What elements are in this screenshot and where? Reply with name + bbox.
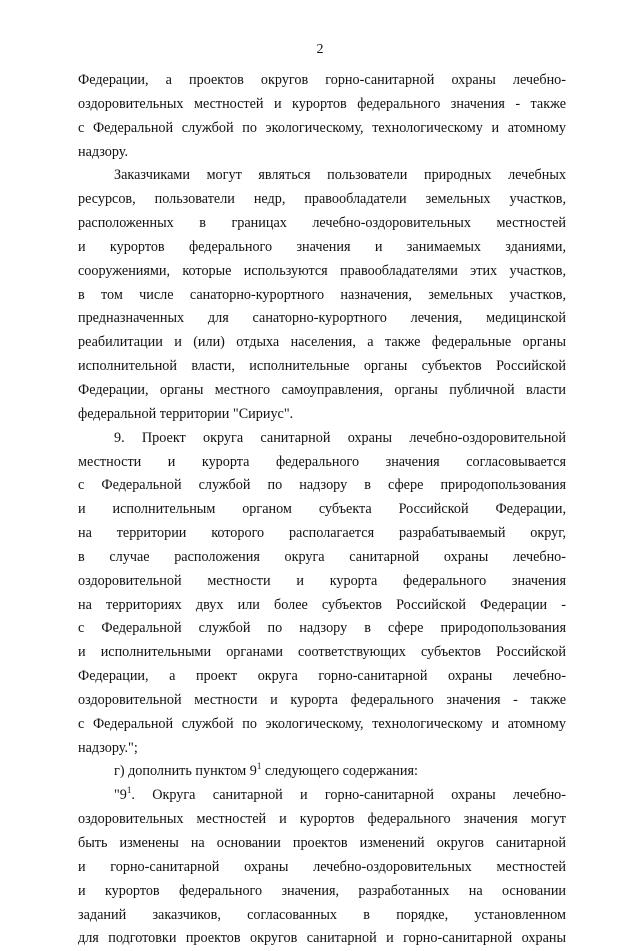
text-line: реабилитации и (или) отдыха населения, а также федеральные органы xyxy=(78,334,566,351)
text-line: Федерации, а проект округа горно-санитарной охраны лечебно- xyxy=(78,668,566,685)
text-line: с Федеральной службой по экологическому, технологическому и атомному xyxy=(78,119,566,136)
text-line-supplement xyxy=(78,760,566,784)
text-line: сооружениями, которые используются правообладателями этих участков, xyxy=(78,262,566,279)
superscript: 1 xyxy=(256,761,262,772)
text-line: быть изменены на основании проектов изменений округов санитарной xyxy=(78,835,566,851)
text-line: с Федеральной службой по надзору в сфере природопользования xyxy=(78,477,566,494)
text-line: Заказчиками могут являться пользователи природных лечебных xyxy=(114,167,566,184)
text-line: местности и курорта федерального значения согласовывается xyxy=(78,453,566,470)
text-fragment: "9 xyxy=(114,787,127,804)
text-line: Федерации, органы местного самоуправления, органы публичной власти xyxy=(78,381,566,398)
text-line: расположенных в границах лечебно-оздоровительных местностей xyxy=(78,215,566,232)
text-line-new-clause xyxy=(78,784,566,808)
paragraph-block xyxy=(78,808,566,951)
text-line: и исполнительным органом субъекта Российской Федерации, xyxy=(78,501,566,518)
text-line: на территориях двух или более субъектов Российской Федерации - xyxy=(78,596,566,613)
text-line: оздоровительной местности и курорта федерального значения - также xyxy=(78,691,566,708)
text-line: оздоровительных местностей и курортов федерального значения могут xyxy=(78,811,566,828)
text-line: и исполнительными органами соответствующих субъектов Российской xyxy=(78,644,566,661)
text-fragment: следующего содержания: xyxy=(261,763,418,780)
text-fragment: . Округа санитарной и горно-санитарной охраны лечебно- xyxy=(131,787,566,804)
text-line: и курортов федерального значения и занимаемых зданиями, xyxy=(78,238,566,255)
text-line: в случае расположения округа санитарной охраны лечебно- xyxy=(78,548,566,565)
text-line: и курортов федерального значения, разработанных на основании xyxy=(78,882,566,899)
text-line: на территории которого располагается разрабатываемый округ, xyxy=(78,525,566,542)
text-line: оздоровительной местности и курорта федерального значения xyxy=(78,572,566,589)
text-line: предназначенных для санаторно-курортного лечения, медицинской xyxy=(78,310,566,327)
text-line: для подготовки проектов округов санитарной и горно-санитарной охраны xyxy=(78,930,566,947)
text-line: в том числе санаторно-курортного назначения, земельных участков, xyxy=(78,286,566,303)
superscript: 1 xyxy=(126,785,132,796)
text-line: заданий заказчиков, согласованных в порядке, установленном xyxy=(78,906,566,923)
text-line: надзору. xyxy=(78,143,129,160)
text-line: федеральной территории "Сириус". xyxy=(78,405,294,422)
text-fragment: г) дополнить пунктом 9 xyxy=(114,763,257,780)
text-line: оздоровительных местностей и курортов федерального значения - также xyxy=(78,95,566,112)
page-number: 2 xyxy=(316,42,324,57)
text-line: ресурсов, пользователи недр, правообладатели земельных участков, xyxy=(78,191,566,208)
paragraph-block xyxy=(78,69,566,760)
text-line: Федерации, а проектов округов горно-санитарной охраны лечебно- xyxy=(78,72,566,88)
text-line: 9. Проект округа санитарной охраны лечебно-оздоровительной xyxy=(114,429,566,446)
document-body xyxy=(78,69,566,951)
text-line: и горно-санитарной охраны лечебно-оздоровительных местностей xyxy=(78,858,566,875)
text-line: с Федеральной службой по экологическому, технологическому и атомному xyxy=(78,715,566,732)
text-line: исполнительной власти, исполнительные органы субъектов Российской xyxy=(78,358,566,375)
text-line: с Федеральной службой по надзору в сфере природопользования xyxy=(78,620,566,637)
text-line: надзору."; xyxy=(78,739,138,756)
